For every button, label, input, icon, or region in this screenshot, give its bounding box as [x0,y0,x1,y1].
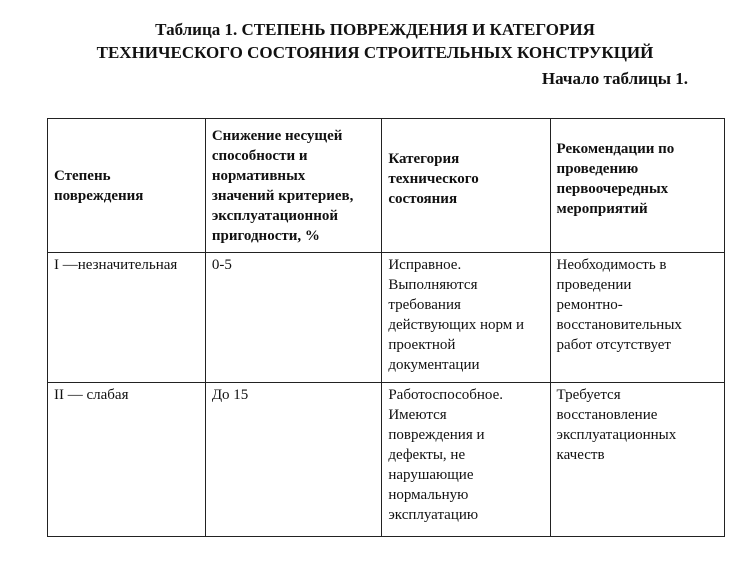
header-capacity-reduction: Снижение несущей способности и нормативных значений критериев, эксплуатационной пригодности, % [205,119,382,253]
table-row [48,383,725,537]
document-title [0,18,750,64]
table-header-row [48,119,725,253]
title-line-2: ТЕХНИЧЕСКОГО СОСТОЯНИЯ СТРОИТЕЛЬНЫХ КОНСТРУКЦИЙ [96,43,654,62]
header-damage-degree: Степень повреждения [48,119,206,253]
cell-recommendations: Требуется восстановление эксплуатационных качеств [550,383,724,537]
damage-category-table [47,118,725,537]
cell-capacity-reduction: До 15 [205,383,382,537]
cell-technical-category: Работоспособное. Имеются повреждения и дефекты, не нарушающие нормальную эксплуатацию [382,383,550,537]
header-recommendations: Рекомендации по проведению первоочередных мероприятий [550,119,724,253]
cell-capacity-reduction: 0-5 [205,253,382,383]
cell-recommendations: Необходимость в проведении ремонтно- восстановительных работ отсутствует [550,253,724,383]
table-row [48,253,725,383]
cell-technical-category: Исправное. Выполняются требования действующих норм и проектной документации [382,253,550,383]
header-technical-category: Категория технического состояния [382,119,550,253]
table-continuation-note: Начало таблицы 1. [541,69,688,88]
title-line-1: Таблица 1. СТЕПЕНЬ ПОВРЕЖДЕНИЯ И КАТЕГОРИЯ [155,20,595,39]
cell-damage-degree: II — слабая [48,383,206,537]
cell-damage-degree: I —незначительная [48,253,206,383]
